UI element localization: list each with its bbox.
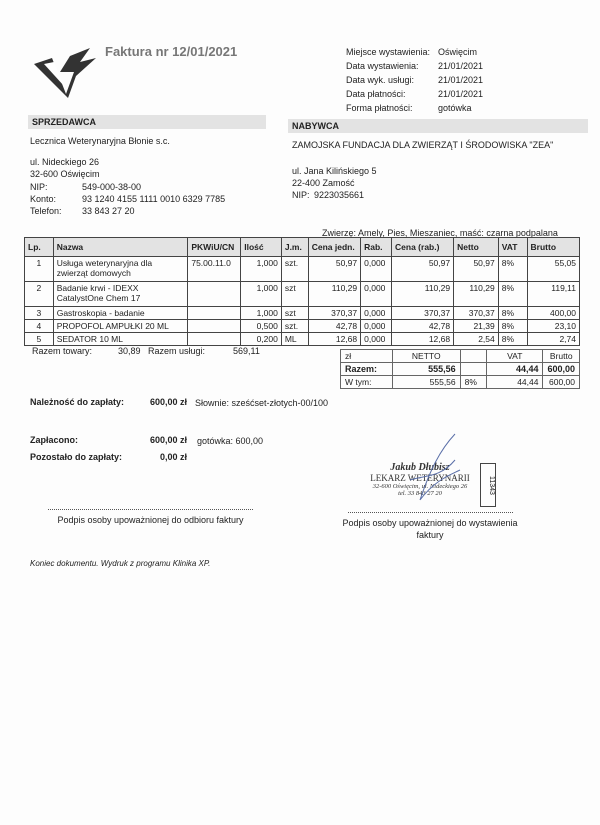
seller-header: SPRZEDAWCA (28, 115, 266, 129)
signature-scribble (400, 430, 470, 505)
amount-in-words: Słownie: sześćset-złotych-00/100 (195, 398, 329, 408)
seller-name: Lecznica Weterynaryjna Błonie s.c. (30, 136, 170, 146)
column-header: Lp. (25, 238, 54, 257)
paid-label: Zapłacono: (30, 435, 79, 445)
table-row: 4 PROPOFOL AMPUŁKI 20 ML 0,500 szt. 42,78 0,000 42,78 21,39 8% 23,10 (25, 320, 580, 333)
paid-amount: 600,00 zł (150, 435, 188, 445)
column-header: PKWiU/CN (188, 238, 241, 257)
invoice-meta: Miejsce wystawienia: Oświęcim Data wystawienia: 21/01/2021 Data wyk. usługi: 21/01/2021 Data płatności: 21/01/2021 Forma płatności: gotówka (346, 47, 484, 113)
clinic-logo (30, 42, 102, 100)
issuer-signature-caption: Podpis osoby upoważnionej do wystawienia faktury (342, 518, 518, 540)
buyer-name: ZAMOJSKA FUNDACJA DLA ZWIERZĄT I ŚRODOWISKA "ZEA" (292, 140, 554, 150)
summary-breakdown-row: W tym: 555,56 8% 44,44 600,00 (341, 376, 580, 389)
column-header: Ilość (241, 238, 282, 257)
animal-info: Zwierzę: Amely, Pies, Mieszaniec, maść: czarna podpalana (322, 228, 558, 238)
seller-address: ul. Nideckiego 26 32-600 Oświęcim (30, 157, 100, 179)
column-header: Cena (rab.) (392, 238, 454, 257)
summary-total-row: Razem: 555,56 44,44 600,00 (341, 363, 580, 376)
paid-detail: gotówka: 600,00 (197, 436, 264, 446)
issuer-signature-line (348, 512, 513, 513)
table-row: 3 Gastroskopia - badanie 1,000 szt 370,37 0,000 370,37 370,37 8% 400,00 (25, 307, 580, 320)
buyer-header: NABYWCA (288, 119, 588, 133)
stamp-code: 11343 (480, 463, 496, 507)
buyer-address: ul. Jana Kilińskiego 5 22-400 Zamość NIP: 9223035661 (292, 166, 377, 200)
invoice-title: Faktura nr 12/01/2021 (105, 44, 238, 59)
subtotal-goods-label: Razem towary: (32, 346, 93, 356)
amount-due: 600,00 zł (150, 397, 188, 407)
table-header-row (25, 238, 580, 257)
column-header: Rab. (361, 238, 392, 257)
summary-header-row: zł NETTO VAT Brutto (341, 350, 580, 363)
subtotal-goods: 30,89 (118, 346, 141, 356)
column-header: Nazwa (53, 238, 188, 257)
veterinarian-stamp: Jakub Dłubisz LEKARZ WETERYNARII 32-600 Oświęcim, ul. Nideckiego 26 tel. 33 843 27 20 (370, 462, 470, 497)
column-header: Brutto (527, 238, 579, 257)
subtotal-services: 569,11 (233, 346, 260, 356)
table-row: 1 Usługa weterynaryjna dla zwierząt domowych 75.00.11.0 1,000 szt. 50,97 0,000 50,97 50,97 8% 55,05 (25, 257, 580, 282)
vat-summary-table (340, 349, 580, 389)
amount-due-label: Należność do zapłaty: (30, 397, 125, 407)
items-table (24, 237, 580, 346)
column-header: VAT (498, 238, 527, 257)
column-header: Cena jedn. (308, 238, 360, 257)
column-header: J.m. (281, 238, 308, 257)
table-row: 5 SEDATOR 10 ML 0,200 ML 12,68 0,000 12,68 2,54 8% 2,74 (25, 333, 580, 346)
receiver-signature-line (48, 509, 253, 510)
column-header: Netto (454, 238, 499, 257)
footer-note: Koniec dokumentu. Wydruk z programu Klinika XP. (30, 559, 211, 568)
seller-details: NIP: 549-000-38-00 Konto: 93 1240 4155 1111 0010 6329 7785 Telefon: 33 843 27 20 (30, 182, 226, 216)
remaining-amount: 0,00 zł (160, 452, 188, 462)
remaining-label: Pozostało do zapłaty: (30, 452, 123, 462)
receiver-signature-caption: Podpis osoby upoważnionej do odbioru faktury (57, 515, 244, 525)
table-row: 2 Badanie krwi - IDEXX CatalystOne Chem 17 1,000 szt 110,29 0,000 110,29 110,29 8% 119,11 (25, 282, 580, 307)
subtotal-services-label: Razem usługi: (148, 346, 206, 356)
